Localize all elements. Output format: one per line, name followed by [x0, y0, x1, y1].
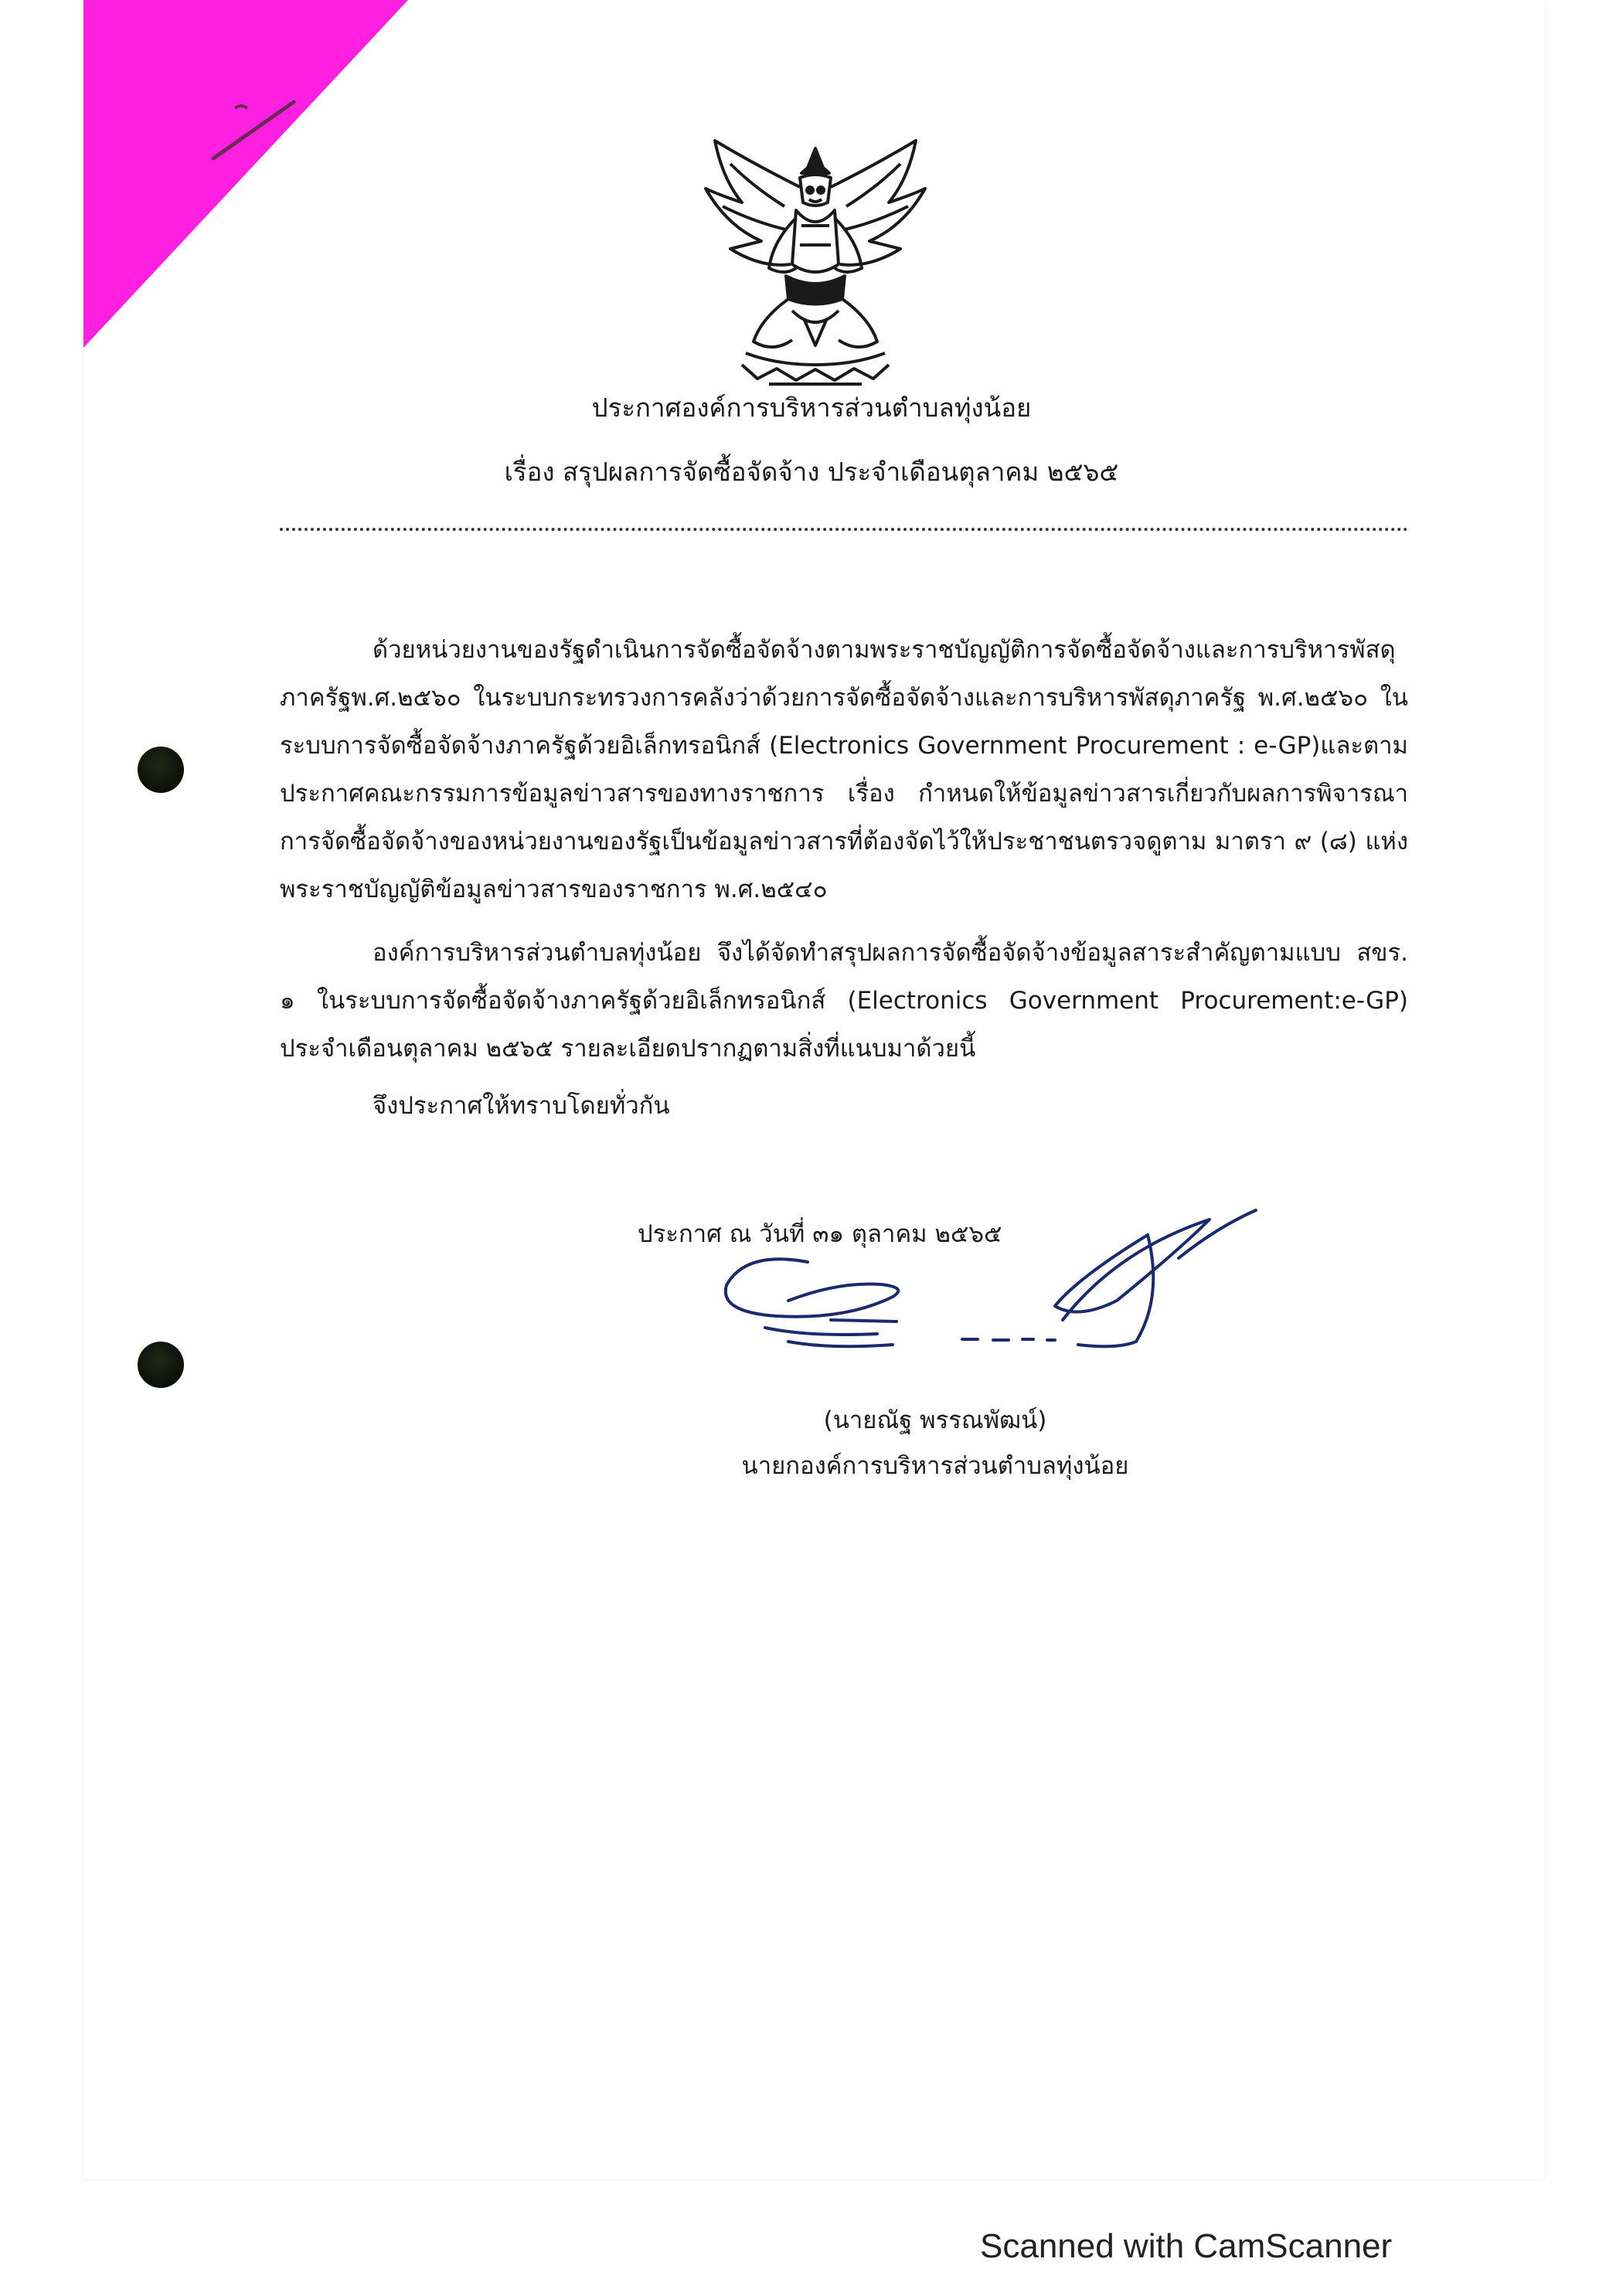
body-paragraph-2: องค์การบริหารส่วนตำบลทุ่งน้อย จึงได้จัดทำสรุปผลการจัดซื้อจัดจ้างข้อมูลสาระสำคัญตามแบบ สขร. ๑ ในระบบการจัดซื้อจัดจ้างภาครัฐด้วยอิเล็กทรอนิกส์ (Electronics Government Procurement:e-GP) ประจำเดือนตุลาคม ๒๕๖๕ รายละเอียดปรากฏตามสิ่งที่แนบมาด้วยนี้ — [280, 939, 1408, 1063]
announcement-subject: เรื่อง สรุปผลการจัดซื้อจัดจ้าง ประจำเดือนตุลาคม ๒๕๖๕ — [504, 457, 1119, 487]
punch-hole-icon — [138, 1342, 184, 1388]
body-paragraph-1: ด้วยหน่วยงานของรัฐดำเนินการจัดซื้อจัดจ้างตามพระราชบัญญัติการจัดซื้อจัดจ้างและการบริหารพัสดุภาครัฐพ.ศ.๒๕๖๐ ในระบบกระทรวงการคลังว่าด้วยการจัดซื้อจัดจ้างและการบริหารพัสดุภาครัฐ พ.ศ.๒๕๖๐ ในระบบการจัดซื้อจัดจ้างภาครัฐด้วยอิเล็กทรอนิกส์ (Electronics Government Procurement : e-GP)และตามประกาศคณะกรรมการข้อมูลข่าวสารของทางราชการ เรื่อง กำหนดให้ข้อมูลข่าวสารเกี่ยวกับผลการพิจารณาการจัดซื้อจัดจ้างของหน่วยงานของรัฐเป็นข้อมูลข่าวสารที่ต้องจัดไว้ให้ประชาชนตรวจดูตาม มาตรา ๙ (๘) แห่งพระราชบัญญัติข้อมูลข่าวสารของราชการ พ.ศ.๒๕๔๐ — [280, 636, 1408, 903]
punch-hole-icon — [138, 747, 184, 793]
signer-position: นายกองค์การบริหารส่วนตำบลทุ่งน้อย — [741, 1452, 1129, 1480]
handwritten-signature — [715, 1204, 1264, 1359]
announcement-title: ประกาศองค์การบริหารส่วนตำบลทุ่งน้อย — [591, 393, 1032, 423]
camscanner-watermark: Scanned with CamScanner — [980, 2227, 1393, 2265]
body-paragraph-3: จึงประกาศให้ทราบโดยทั่วกัน — [373, 1092, 670, 1120]
pink-corner-tab — [83, 0, 408, 348]
garuda-emblem-icon — [699, 133, 931, 388]
signer-name: (นายณัฐ พรรณพัฒน์) — [823, 1407, 1047, 1434]
dotted-divider — [280, 528, 1408, 531]
announcement-date: ประกาศ ณ วันที่ ๓๑ ตุลาคม ๒๕๖๕ — [638, 1220, 1002, 1248]
